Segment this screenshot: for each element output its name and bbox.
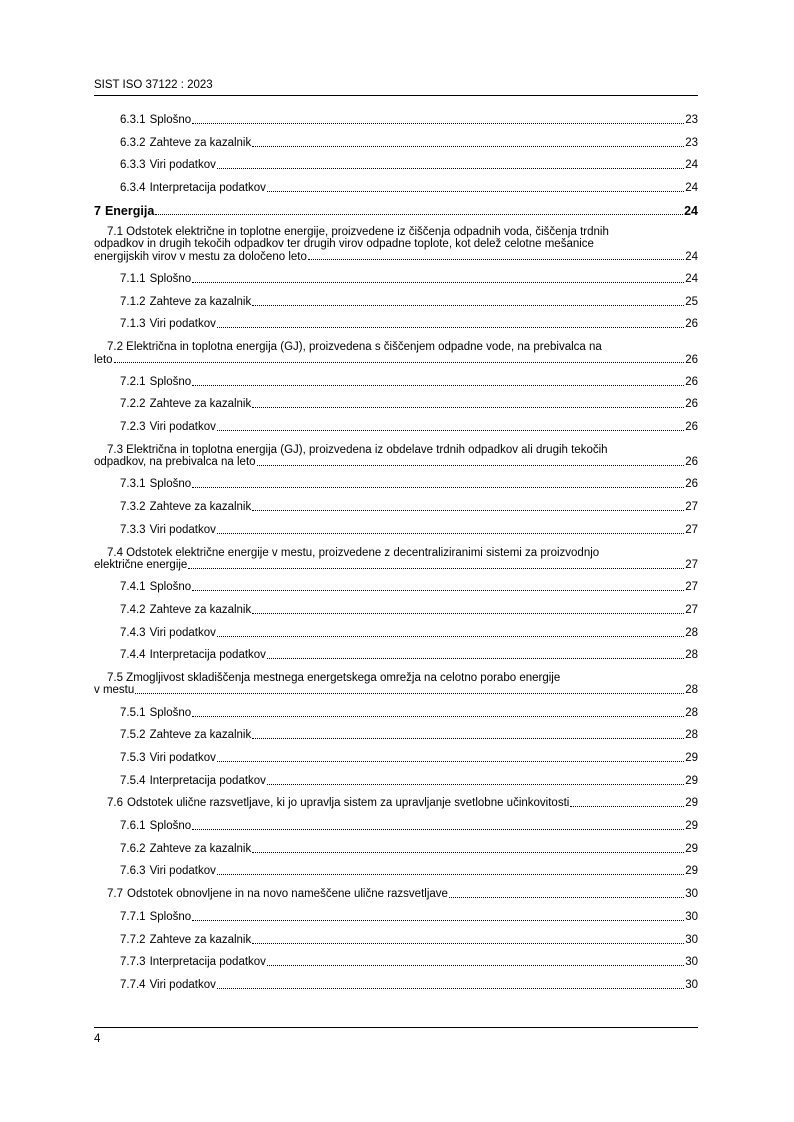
toc-title: Zahteve za kazalnik <box>149 501 252 514</box>
toc-number: 7.7.1 <box>120 910 146 923</box>
dot-leader <box>267 783 684 785</box>
toc-title: Splošno <box>149 581 192 594</box>
toc-number: 7.7.3 <box>120 956 146 969</box>
toc-page: 28 <box>685 729 698 742</box>
toc-number: 7.5.3 <box>120 752 146 764</box>
table-of-contents <box>94 114 698 1002</box>
toc-entry-7-7-4[interactable] <box>94 979 698 992</box>
toc-page: 24 <box>685 159 698 172</box>
toc-title: Interpretacija podatkov <box>149 649 266 662</box>
dot-leader <box>570 805 684 807</box>
toc-page: 27 <box>685 581 698 594</box>
toc-page: 29 <box>685 820 698 833</box>
toc-number: 7.2.2 <box>120 398 146 411</box>
toc-page: 28 <box>685 626 698 639</box>
toc-title: Splošno <box>149 375 192 388</box>
toc-entry-7-3-1[interactable] <box>94 478 698 491</box>
dot-leader <box>217 326 684 328</box>
toc-page: 27 <box>685 501 698 514</box>
toc-entry-7-5-3[interactable] <box>94 752 698 765</box>
page-number: 4 <box>94 1033 101 1045</box>
toc-title: Viri podatkov <box>149 865 216 878</box>
toc-page: 29 <box>685 774 698 787</box>
toc-title: Splošno <box>149 706 192 719</box>
dot-leader <box>217 987 684 989</box>
toc-number: 6.3.1 <box>120 114 146 126</box>
toc-page: 26 <box>685 398 698 411</box>
toc-page: 29 <box>685 797 698 810</box>
toc-title: Zahteve za kazalnik <box>149 398 252 411</box>
toc-entry-7-3-3[interactable] <box>94 524 698 537</box>
toc-entry-6-3-2[interactable] <box>94 137 698 150</box>
dot-leader <box>449 896 684 898</box>
toc-number: 7.7.2 <box>120 933 146 946</box>
toc-entry-7-1[interactable] <box>94 226 698 264</box>
toc-page: 24 <box>685 250 698 263</box>
dot-leader <box>257 464 685 466</box>
toc-title-line: leto <box>94 353 113 366</box>
toc-number: 7.4.4 <box>120 649 146 662</box>
toc-number: 7.1.2 <box>120 295 146 308</box>
toc-page: 24 <box>685 272 698 285</box>
toc-entry-7-7[interactable] <box>94 888 698 901</box>
toc-number: 6.3.4 <box>120 182 146 195</box>
page-header <box>94 79 698 96</box>
toc-entry-7-5[interactable] <box>94 672 698 697</box>
toc-title: Zahteve za kazalnik <box>149 136 252 149</box>
toc-entry-6-3-1[interactable] <box>94 114 698 127</box>
toc-number: 7.6.3 <box>120 865 146 878</box>
dot-leader <box>217 873 684 875</box>
toc-page: 30 <box>685 910 698 923</box>
dot-leader <box>252 942 684 944</box>
page-footer <box>94 1027 698 1049</box>
toc-title: Interpretacija podatkov <box>149 774 266 787</box>
toc-title-line: 7.4 Odstotek električne energije v mestu, proizvedene z decentraliziranimi sistemi za proizvodnjo <box>107 546 600 559</box>
toc-entry-7-4-3[interactable] <box>94 627 698 640</box>
dot-leader <box>192 589 684 591</box>
toc-number: 7.7 <box>107 888 123 901</box>
toc-entry-7-1-1[interactable] <box>94 273 698 286</box>
toc-title-line: 7.2 Električna in toplotna energija (GJ), proizvedena s čiščenjem odpadne vode, na prebivalca na <box>107 341 602 353</box>
toc-page: 24 <box>685 182 698 195</box>
toc-title: Zahteve za kazalnik <box>149 295 252 308</box>
toc-entry-7-2-3[interactable] <box>94 421 698 434</box>
dot-leader <box>135 692 684 694</box>
dot-leader <box>252 406 684 408</box>
toc-entry-7-3-2[interactable] <box>94 501 698 514</box>
dot-leader <box>192 122 684 124</box>
toc-page: 29 <box>685 842 698 855</box>
toc-title: Odstotek ulične razsvetljave, ki jo upravlja sistem za upravljanje svetlobne učinkovitosti <box>127 797 570 810</box>
toc-entry-7-5-2[interactable] <box>94 729 698 742</box>
toc-title: Interpretacija podatkov <box>149 956 266 969</box>
toc-page: 26 <box>685 375 698 388</box>
toc-title: Viri podatkov <box>149 318 216 331</box>
dot-leader <box>192 486 684 488</box>
toc-page: 28 <box>685 706 698 719</box>
toc-page: 30 <box>685 978 698 991</box>
toc-title-line: 7.1 Odstotek električne in toplotne energije, proizvedene iz čiščenja odpadnih voda, čiščenja trdnih <box>107 225 609 238</box>
toc-number: 7.5.2 <box>120 729 146 742</box>
toc-number: 7 <box>94 203 101 218</box>
toc-title: Splošno <box>149 114 192 126</box>
toc-title: Energija <box>104 203 155 218</box>
toc-entry-7-2-2[interactable] <box>94 398 698 411</box>
toc-title: Splošno <box>149 820 192 833</box>
dot-leader <box>252 145 684 147</box>
toc-title: Viri podatkov <box>149 421 216 434</box>
toc-entry-7-4-1[interactable] <box>94 581 698 594</box>
toc-number: 7.5.1 <box>120 706 146 719</box>
dot-leader <box>155 213 683 215</box>
toc-page: 26 <box>685 421 698 434</box>
toc-entry-7-2[interactable] <box>94 341 698 366</box>
toc-number: 7.7.4 <box>120 978 146 991</box>
toc-entry-7-4-4[interactable] <box>94 649 698 662</box>
toc-page: 30 <box>685 933 698 946</box>
dot-leader <box>192 828 684 830</box>
toc-entry-6-3-3[interactable] <box>94 159 698 172</box>
dot-leader <box>192 281 684 283</box>
toc-title: Viri podatkov <box>149 978 216 991</box>
toc-number: 7.2.3 <box>120 421 146 434</box>
dot-leader <box>308 258 684 260</box>
toc-number: 6.3.2 <box>120 136 146 149</box>
toc-title-line: odpadkov in drugih tekočih odpadkov ter drugih virov odpadne toplote, kot delež celotne mešanice <box>94 238 594 251</box>
toc-entry-7-7-1[interactable] <box>94 911 698 924</box>
dot-leader <box>217 429 684 431</box>
dot-leader <box>217 532 684 534</box>
dot-leader <box>114 361 685 363</box>
dot-leader <box>217 635 684 637</box>
dot-leader <box>217 167 684 169</box>
toc-title: Zahteve za kazalnik <box>149 603 252 616</box>
dot-leader <box>267 657 684 659</box>
toc-page: 30 <box>685 956 698 969</box>
dot-leader <box>252 612 684 614</box>
toc-number: 7.6 <box>107 797 123 810</box>
dot-leader <box>252 304 684 306</box>
toc-entry-7-5-4[interactable] <box>94 775 698 788</box>
toc-title: Zahteve za kazalnik <box>149 933 252 946</box>
dot-leader <box>192 919 684 921</box>
toc-number: 7.1.3 <box>120 318 146 331</box>
toc-title-line: 7.5 Zmogljivost skladiščenja mestnega energetskega omrežja na celotno porabo energije <box>107 671 561 684</box>
toc-entry-7-2-1[interactable] <box>94 376 698 389</box>
toc-title: Splošno <box>149 478 192 491</box>
toc-page: 28 <box>685 684 698 697</box>
toc-entry-7-6[interactable] <box>94 797 698 810</box>
toc-entry-7-6-1[interactable] <box>94 820 698 833</box>
dot-leader <box>217 760 684 762</box>
toc-number: 7.3.1 <box>120 478 146 491</box>
dot-leader <box>188 567 684 569</box>
toc-number: 7.6.1 <box>120 820 146 833</box>
toc-number: 7.1.1 <box>120 272 146 285</box>
document-id: SIST ISO 37122 : 2023 <box>94 79 213 91</box>
toc-page: 27 <box>685 523 698 536</box>
dot-leader <box>192 384 684 386</box>
toc-entry-7-4[interactable] <box>94 547 698 572</box>
toc-number: 7.3.2 <box>120 501 146 514</box>
toc-entry-7-6-2[interactable] <box>94 843 698 856</box>
toc-title-line: električne energije <box>94 559 188 571</box>
toc-chapter-7[interactable] <box>94 205 698 218</box>
dot-leader <box>192 715 684 717</box>
toc-title: Viri podatkov <box>149 752 216 764</box>
toc-title: Viri podatkov <box>149 626 216 639</box>
toc-page: 26 <box>685 318 698 331</box>
toc-entry-7-1-3[interactable] <box>94 318 698 331</box>
toc-title: Zahteve za kazalnik <box>149 729 252 742</box>
toc-number: 7.3.3 <box>120 523 146 536</box>
toc-entry-7-5-1[interactable] <box>94 707 698 720</box>
toc-number: 7.5.4 <box>120 774 146 787</box>
toc-page: 26 <box>685 456 698 469</box>
toc-title-line: 7.3 Električna in toplotna energija (GJ), proizvedena iz obdelave trdnih odpadkov ali drugih tekočih <box>107 443 608 456</box>
toc-entry-7-7-2[interactable] <box>94 934 698 947</box>
toc-page: 29 <box>685 865 698 878</box>
toc-page: 26 <box>685 353 698 366</box>
toc-title: Viri podatkov <box>149 523 216 536</box>
toc-title: Zahteve za kazalnik <box>149 842 252 855</box>
toc-entry-7-6-3[interactable] <box>94 865 698 878</box>
toc-page: 23 <box>685 136 698 149</box>
toc-number: 7.6.2 <box>120 842 146 855</box>
toc-page: 29 <box>685 752 698 764</box>
toc-page: 30 <box>685 888 698 901</box>
dot-leader <box>267 190 684 192</box>
toc-number: 7.4.2 <box>120 603 146 616</box>
toc-number: 7.4.1 <box>120 581 146 594</box>
toc-title: Splošno <box>149 910 192 923</box>
toc-page: 23 <box>685 114 698 126</box>
toc-title: Odstotek obnovljene in na novo nameščene ulične razsvetljave <box>127 888 448 901</box>
toc-number: 6.3.3 <box>120 159 146 172</box>
toc-number: 7.4.3 <box>120 626 146 639</box>
toc-entry-7-1-2[interactable] <box>94 296 698 309</box>
dot-leader <box>252 509 684 511</box>
toc-title-line: v mestu <box>94 684 135 697</box>
toc-entry-7-3[interactable] <box>94 444 698 469</box>
toc-title-line: energijskih virov v mestu za določeno leto <box>94 250 307 263</box>
toc-entry-7-4-2[interactable] <box>94 604 698 617</box>
toc-page: 27 <box>685 559 698 571</box>
toc-page: 26 <box>685 478 698 491</box>
toc-entry-6-3-4[interactable] <box>94 182 698 195</box>
toc-page: 24 <box>684 203 698 218</box>
toc-page: 25 <box>685 295 698 308</box>
dot-leader <box>252 851 684 853</box>
toc-page: 28 <box>685 649 698 662</box>
toc-entry-7-7-3[interactable] <box>94 956 698 969</box>
toc-page: 27 <box>685 603 698 616</box>
toc-number: 7.2.1 <box>120 375 146 388</box>
dot-leader <box>252 737 684 739</box>
dot-leader <box>267 964 684 966</box>
toc-title: Splošno <box>149 272 192 285</box>
toc-title: Viri podatkov <box>149 159 216 172</box>
toc-title-line: odpadkov, na prebivalca na leto <box>94 456 256 469</box>
toc-title: Interpretacija podatkov <box>149 182 266 195</box>
